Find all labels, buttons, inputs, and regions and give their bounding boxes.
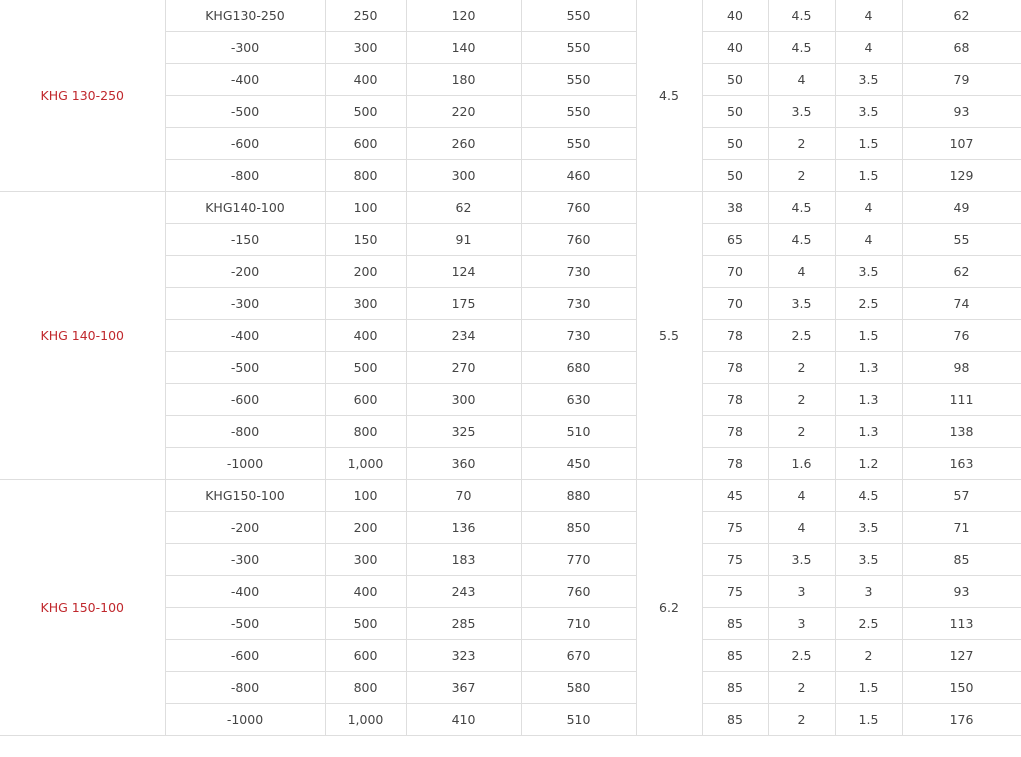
table-cell: -200 xyxy=(165,512,325,544)
table-cell: 85 xyxy=(702,640,768,672)
table-cell: 3.5 xyxy=(835,544,902,576)
table-cell: 1.3 xyxy=(835,416,902,448)
table-cell: 1.3 xyxy=(835,384,902,416)
table-cell: 49 xyxy=(902,192,1021,224)
table-cell: 180 xyxy=(406,64,521,96)
shared-value-cell: 5.5 xyxy=(636,192,702,480)
table-cell: 300 xyxy=(406,384,521,416)
table-cell: 3.5 xyxy=(835,96,902,128)
table-cell: 580 xyxy=(521,672,636,704)
table-cell: 50 xyxy=(702,64,768,96)
table-cell: 400 xyxy=(325,320,406,352)
model-group-label: KHG 150-100 xyxy=(0,480,165,736)
table-cell: 85 xyxy=(702,704,768,736)
table-cell: 76 xyxy=(902,320,1021,352)
table-cell: 4.5 xyxy=(768,224,835,256)
table-cell: -400 xyxy=(165,320,325,352)
table-cell: 150 xyxy=(902,672,1021,704)
table-cell: 4 xyxy=(768,256,835,288)
table-cell: 367 xyxy=(406,672,521,704)
table-cell: 78 xyxy=(702,416,768,448)
table-cell: 300 xyxy=(406,160,521,192)
table-cell: 2.5 xyxy=(768,320,835,352)
table-cell: 40 xyxy=(702,0,768,32)
table-cell: 2.5 xyxy=(835,608,902,640)
table-cell: 93 xyxy=(902,576,1021,608)
table-cell: 200 xyxy=(325,256,406,288)
table-cell: 800 xyxy=(325,416,406,448)
shared-value-cell: 6.2 xyxy=(636,480,702,736)
table-cell: 3.5 xyxy=(835,256,902,288)
table-cell: -300 xyxy=(165,32,325,64)
table-cell: 760 xyxy=(521,576,636,608)
table-cell: 140 xyxy=(406,32,521,64)
table-cell: 4.5 xyxy=(768,192,835,224)
table-cell: 550 xyxy=(521,96,636,128)
table-cell: 1.3 xyxy=(835,352,902,384)
table-cell: 1.5 xyxy=(835,128,902,160)
table-cell: 550 xyxy=(521,0,636,32)
table-cell: 400 xyxy=(325,64,406,96)
table-cell: 45 xyxy=(702,480,768,512)
table-cell: 175 xyxy=(406,288,521,320)
shared-value-cell: 4.5 xyxy=(636,0,702,192)
table-cell: 138 xyxy=(902,416,1021,448)
table-cell: 2.5 xyxy=(835,288,902,320)
table-cell: 285 xyxy=(406,608,521,640)
table-cell: 220 xyxy=(406,96,521,128)
table-cell: 600 xyxy=(325,640,406,672)
table-cell: 38 xyxy=(702,192,768,224)
table-cell: 510 xyxy=(521,416,636,448)
table-cell: 325 xyxy=(406,416,521,448)
table-cell: 600 xyxy=(325,384,406,416)
table-cell: 300 xyxy=(325,288,406,320)
table-cell: 4.5 xyxy=(835,480,902,512)
table-cell: 40 xyxy=(702,32,768,64)
table-cell: 4 xyxy=(835,32,902,64)
table-cell: 4 xyxy=(835,0,902,32)
model-group-label: KHG 140-100 xyxy=(0,192,165,480)
table-cell: 4 xyxy=(835,224,902,256)
table-cell: 760 xyxy=(521,192,636,224)
table-row xyxy=(0,192,1021,224)
table-cell: 79 xyxy=(902,64,1021,96)
table-cell: 75 xyxy=(702,544,768,576)
table-cell: 50 xyxy=(702,96,768,128)
table-cell: 500 xyxy=(325,352,406,384)
table-cell: 3 xyxy=(768,608,835,640)
model-group-label: KHG 130-250 xyxy=(0,0,165,192)
table-cell: 71 xyxy=(902,512,1021,544)
table-cell: 4 xyxy=(835,192,902,224)
table-cell: -500 xyxy=(165,608,325,640)
table-cell: 1,000 xyxy=(325,448,406,480)
table-cell: 850 xyxy=(521,512,636,544)
table-cell: 127 xyxy=(902,640,1021,672)
table-cell: 2 xyxy=(768,128,835,160)
table-cell: 1.5 xyxy=(835,320,902,352)
table-cell: -1000 xyxy=(165,448,325,480)
table-cell: 550 xyxy=(521,32,636,64)
table-cell: 3.5 xyxy=(768,544,835,576)
table-cell: 2 xyxy=(768,672,835,704)
table-cell: 1.6 xyxy=(768,448,835,480)
table-cell: 760 xyxy=(521,224,636,256)
table-cell: -500 xyxy=(165,96,325,128)
table-cell: 68 xyxy=(902,32,1021,64)
table-cell: 4 xyxy=(768,480,835,512)
table-cell: 730 xyxy=(521,320,636,352)
table-cell: 234 xyxy=(406,320,521,352)
table-cell: 680 xyxy=(521,352,636,384)
table-cell: 1.5 xyxy=(835,160,902,192)
table-cell: 74 xyxy=(902,288,1021,320)
table-cell: 85 xyxy=(902,544,1021,576)
table-cell: 111 xyxy=(902,384,1021,416)
table-cell: 2 xyxy=(768,384,835,416)
table-cell: 163 xyxy=(902,448,1021,480)
table-cell: 136 xyxy=(406,512,521,544)
table-cell: -1000 xyxy=(165,704,325,736)
table-cell: 2 xyxy=(768,160,835,192)
table-cell: 243 xyxy=(406,576,521,608)
table-cell: 3.5 xyxy=(768,96,835,128)
table-cell: 550 xyxy=(521,64,636,96)
table-cell: 730 xyxy=(521,288,636,320)
table-cell: 4.5 xyxy=(768,0,835,32)
table-cell: 4.5 xyxy=(768,32,835,64)
table-row xyxy=(0,0,1021,32)
table-cell: 770 xyxy=(521,544,636,576)
table-cell: 65 xyxy=(702,224,768,256)
table-cell: 78 xyxy=(702,352,768,384)
table-cell: -800 xyxy=(165,416,325,448)
table-cell: -400 xyxy=(165,576,325,608)
table-cell: 2 xyxy=(835,640,902,672)
table-cell: 1,000 xyxy=(325,704,406,736)
table-cell: 93 xyxy=(902,96,1021,128)
table-cell: 78 xyxy=(702,448,768,480)
table-cell: -300 xyxy=(165,544,325,576)
table-cell: 260 xyxy=(406,128,521,160)
table-cell: 113 xyxy=(902,608,1021,640)
table-cell: 62 xyxy=(902,0,1021,32)
table-cell: 270 xyxy=(406,352,521,384)
table-cell: 510 xyxy=(521,704,636,736)
table-cell: 129 xyxy=(902,160,1021,192)
table-cell: 183 xyxy=(406,544,521,576)
table-cell: 62 xyxy=(406,192,521,224)
table-cell: 880 xyxy=(521,480,636,512)
table-cell: -400 xyxy=(165,64,325,96)
table-cell: 70 xyxy=(702,256,768,288)
table-cell: -500 xyxy=(165,352,325,384)
table-cell: 1.2 xyxy=(835,448,902,480)
table-cell: 800 xyxy=(325,672,406,704)
table-cell: 600 xyxy=(325,128,406,160)
table-cell: 500 xyxy=(325,96,406,128)
table-cell: 730 xyxy=(521,256,636,288)
table-cell: 2.5 xyxy=(768,640,835,672)
table-cell: 2 xyxy=(768,704,835,736)
table-cell: 300 xyxy=(325,544,406,576)
table-cell: 50 xyxy=(702,160,768,192)
table-cell: -600 xyxy=(165,384,325,416)
table-cell: 62 xyxy=(902,256,1021,288)
table-cell: -600 xyxy=(165,128,325,160)
table-cell: -800 xyxy=(165,672,325,704)
table-cell: 670 xyxy=(521,640,636,672)
table-cell: 3.5 xyxy=(835,64,902,96)
table-cell: 70 xyxy=(406,480,521,512)
table-cell: 450 xyxy=(521,448,636,480)
table-cell: KHG140-100 xyxy=(165,192,325,224)
table-cell: 460 xyxy=(521,160,636,192)
table-cell: 250 xyxy=(325,0,406,32)
table-cell: 150 xyxy=(325,224,406,256)
table-cell: 70 xyxy=(702,288,768,320)
table-cell: 410 xyxy=(406,704,521,736)
table-cell: 800 xyxy=(325,160,406,192)
table-cell: 400 xyxy=(325,576,406,608)
table-cell: 57 xyxy=(902,480,1021,512)
table-cell: 3 xyxy=(835,576,902,608)
table-cell: 75 xyxy=(702,512,768,544)
table-cell: 500 xyxy=(325,608,406,640)
table-row xyxy=(0,480,1021,512)
table-cell: 710 xyxy=(521,608,636,640)
table-cell: 78 xyxy=(702,320,768,352)
table-cell: 85 xyxy=(702,608,768,640)
table-cell: 176 xyxy=(902,704,1021,736)
table-cell: 75 xyxy=(702,576,768,608)
table-cell: -200 xyxy=(165,256,325,288)
table-cell: 2 xyxy=(768,416,835,448)
table-cell: 98 xyxy=(902,352,1021,384)
table-cell: 2 xyxy=(768,352,835,384)
table-cell: -800 xyxy=(165,160,325,192)
table-cell: 50 xyxy=(702,128,768,160)
table-cell: -150 xyxy=(165,224,325,256)
table-cell: 3 xyxy=(768,576,835,608)
table-cell: 85 xyxy=(702,672,768,704)
table-cell: 100 xyxy=(325,480,406,512)
table-cell: 120 xyxy=(406,0,521,32)
table-cell: 100 xyxy=(325,192,406,224)
table-cell: 78 xyxy=(702,384,768,416)
table-cell: 360 xyxy=(406,448,521,480)
table-cell: -600 xyxy=(165,640,325,672)
table-cell: -300 xyxy=(165,288,325,320)
table-cell: 107 xyxy=(902,128,1021,160)
table-cell: KHG130-250 xyxy=(165,0,325,32)
table-cell: 300 xyxy=(325,32,406,64)
table-cell: 3.5 xyxy=(835,512,902,544)
table-cell: 550 xyxy=(521,128,636,160)
table-cell: 630 xyxy=(521,384,636,416)
table-cell: 3.5 xyxy=(768,288,835,320)
table-cell: 200 xyxy=(325,512,406,544)
table-cell: 55 xyxy=(902,224,1021,256)
table-cell: 323 xyxy=(406,640,521,672)
table-cell: 1.5 xyxy=(835,672,902,704)
table-cell: 1.5 xyxy=(835,704,902,736)
table-cell: 4 xyxy=(768,512,835,544)
table-cell: 91 xyxy=(406,224,521,256)
table-cell: KHG150-100 xyxy=(165,480,325,512)
table-cell: 4 xyxy=(768,64,835,96)
table-cell: 124 xyxy=(406,256,521,288)
